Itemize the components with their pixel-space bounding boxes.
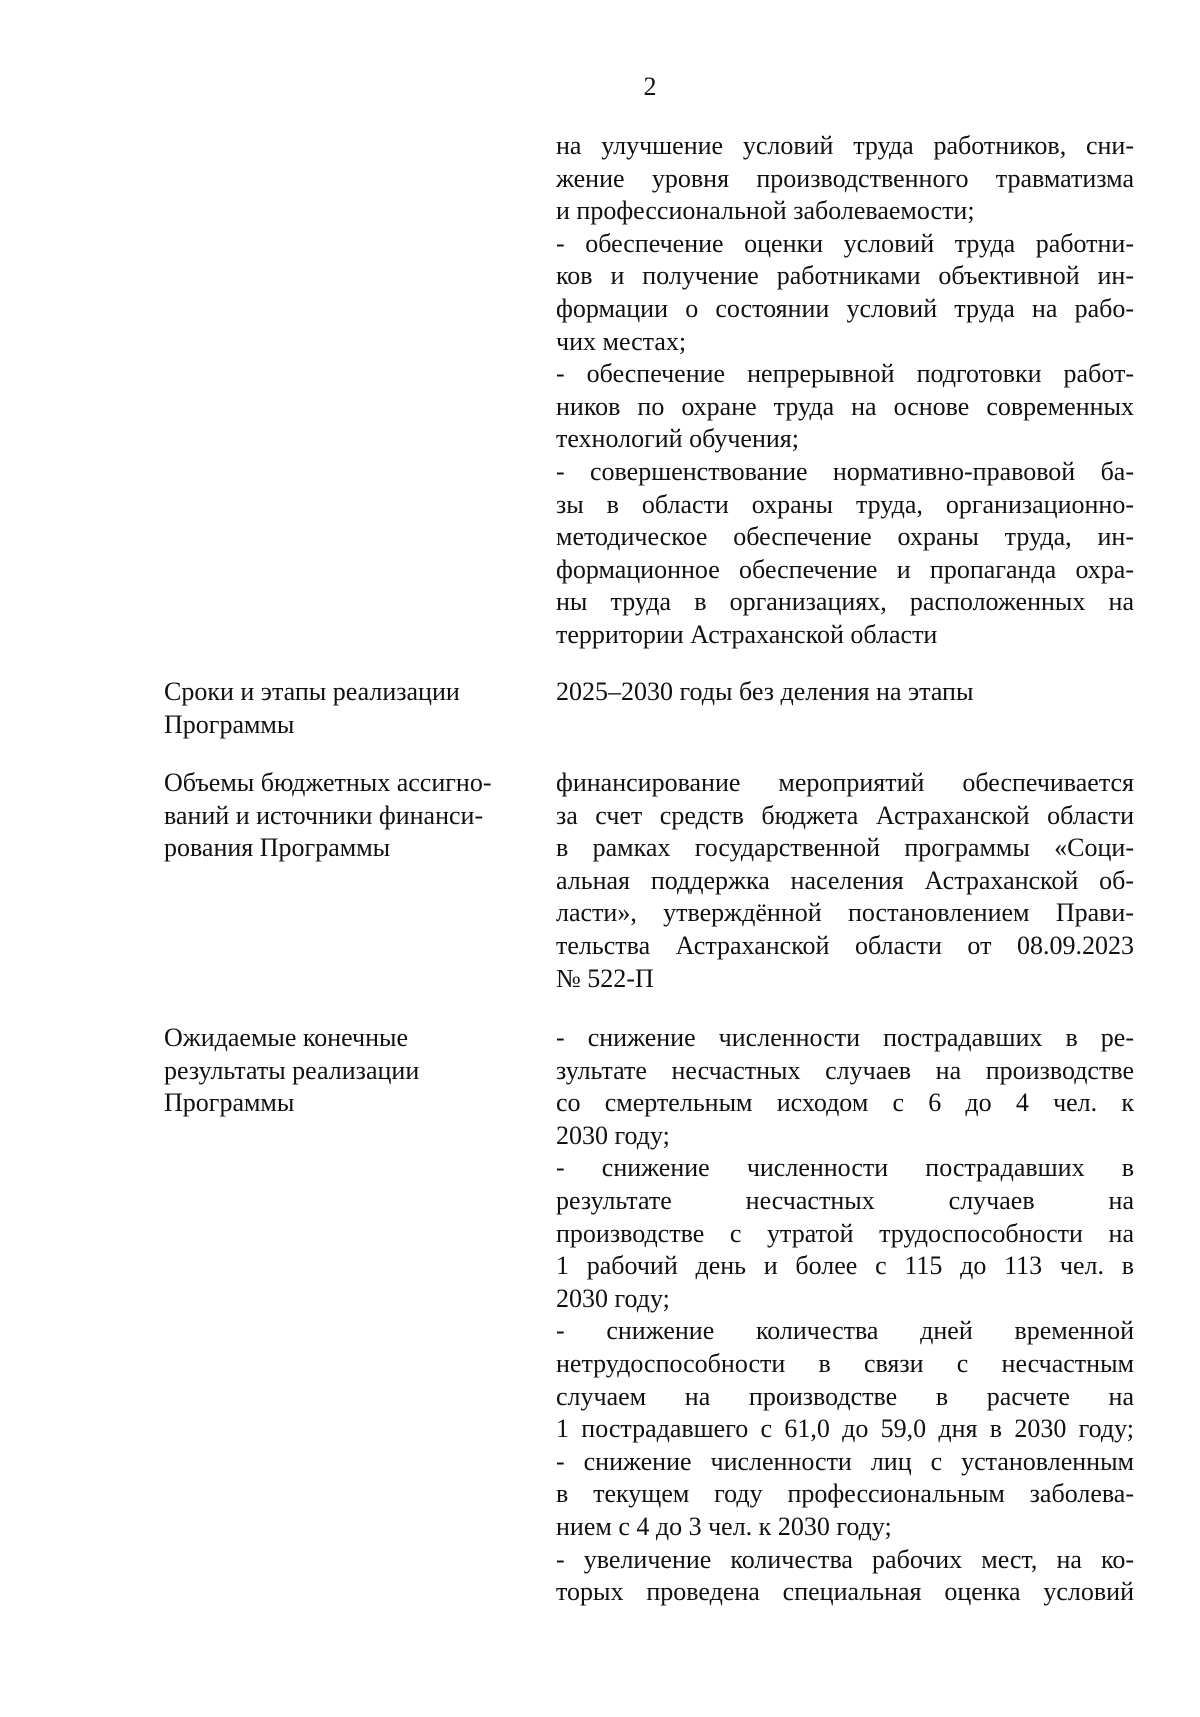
value-line: за счет средств бюджета Астраханской области	[556, 800, 1134, 830]
value-line: 1 пострадавшего с 61,0 до 59,0 дня в 2030 году;	[556, 1414, 1134, 1444]
value-line: 2025–2030 годы без деления на этапы	[556, 677, 974, 706]
text-line: жение уровня производственного травматизма	[556, 163, 1134, 193]
text-line: ков и получение работниками объективной ин-	[556, 261, 1134, 291]
value-line: - снижение численности пострадавших в	[556, 1153, 1134, 1183]
label-line: Программы	[164, 709, 295, 739]
label-line: результаты реализации	[164, 1055, 420, 1085]
goals-continuation	[556, 130, 1134, 652]
row-value-funding	[556, 767, 1134, 995]
value-line: со смертельным исходом с 6 до 4 чел. к	[556, 1088, 1134, 1118]
value-line: в текущем году профессиональным заболева-	[556, 1479, 1134, 1509]
text-line: формации о состоянии условий труда на рабо-	[556, 293, 1134, 323]
text-line: методическое обеспечение охраны труда, ин-	[556, 522, 1134, 552]
text-line: - обеспечение оценки условий труда работни-	[556, 228, 1134, 258]
text-line: ны труда в организациях, расположенных на	[556, 587, 1134, 617]
label-line: Сроки и этапы реализации	[164, 677, 460, 706]
value-line: - снижение численности пострадавших в ре-	[556, 1023, 1134, 1052]
value-line: тельства Астраханской области от 08.09.2023	[556, 930, 1134, 960]
value-line: нием с 4 до 3 чел. к 2030 году;	[556, 1511, 892, 1541]
text-line: зы в области охраны труда, организационно-	[556, 489, 1134, 519]
value-line: торых проведена специальная оценка условий	[556, 1577, 1134, 1607]
page-number: 2	[643, 72, 657, 101]
value-line: результате несчастных случаев на	[556, 1185, 1134, 1215]
row-value-timeline	[556, 676, 1134, 709]
value-line: ласти», утверждённой постановлением Прави-	[556, 898, 1134, 928]
text-line: на улучшение условий труда работников, сни-	[556, 131, 1134, 160]
text-line: формационное обеспечение и пропаганда охра-	[556, 554, 1134, 584]
text-line: чих местах;	[556, 326, 687, 356]
value-line: зультате несчастных случаев на производстве	[556, 1055, 1134, 1085]
value-line: производстве с утратой трудоспособности на	[556, 1218, 1134, 1248]
value-line: альная поддержка населения Астраханской об-	[556, 865, 1134, 895]
row-label-results	[164, 1022, 534, 1120]
label-line: Ожидаемые конечные	[164, 1023, 409, 1052]
row-value-results	[556, 1022, 1134, 1609]
text-line: - обеспечение непрерывной подготовки работ-	[556, 359, 1134, 389]
label-line: Объемы бюджетных ассигно-	[164, 768, 492, 797]
value-line: 1 рабочий день и более с 115 до 113 чел. в	[556, 1251, 1134, 1281]
text-line: технологий обучения;	[556, 424, 799, 454]
value-line: № 522-П	[556, 963, 654, 993]
label-line: рования Программы	[164, 833, 391, 863]
value-line: - увеличение количества рабочих мест, на ко-	[556, 1544, 1134, 1574]
value-line: - снижение количества дней временной	[556, 1316, 1134, 1346]
row-label-funding	[164, 767, 534, 865]
value-line: финансирование мероприятий обеспечивается	[556, 768, 1134, 797]
value-line: - снижение численности лиц с установленным	[556, 1446, 1134, 1476]
value-line: нетрудоспособности в связи с несчастным	[556, 1348, 1134, 1378]
value-line: в рамках государственной программы «Соци-	[556, 833, 1134, 863]
value-line: случаем на производстве в расчете на	[556, 1381, 1134, 1411]
value-line: 2030 году;	[556, 1283, 670, 1313]
label-line: ваний и источники финанси-	[164, 800, 484, 830]
text-line: ников по охране труда на основе современных	[556, 391, 1134, 421]
text-line: территории Астраханской области	[556, 619, 938, 649]
label-line: Программы	[164, 1088, 295, 1118]
value-line: 2030 году;	[556, 1120, 670, 1150]
text-line: и профессиональной заболеваемости;	[556, 196, 975, 226]
row-label-timeline	[164, 676, 534, 741]
text-line: - совершенствование нормативно-правовой ба-	[556, 456, 1134, 486]
